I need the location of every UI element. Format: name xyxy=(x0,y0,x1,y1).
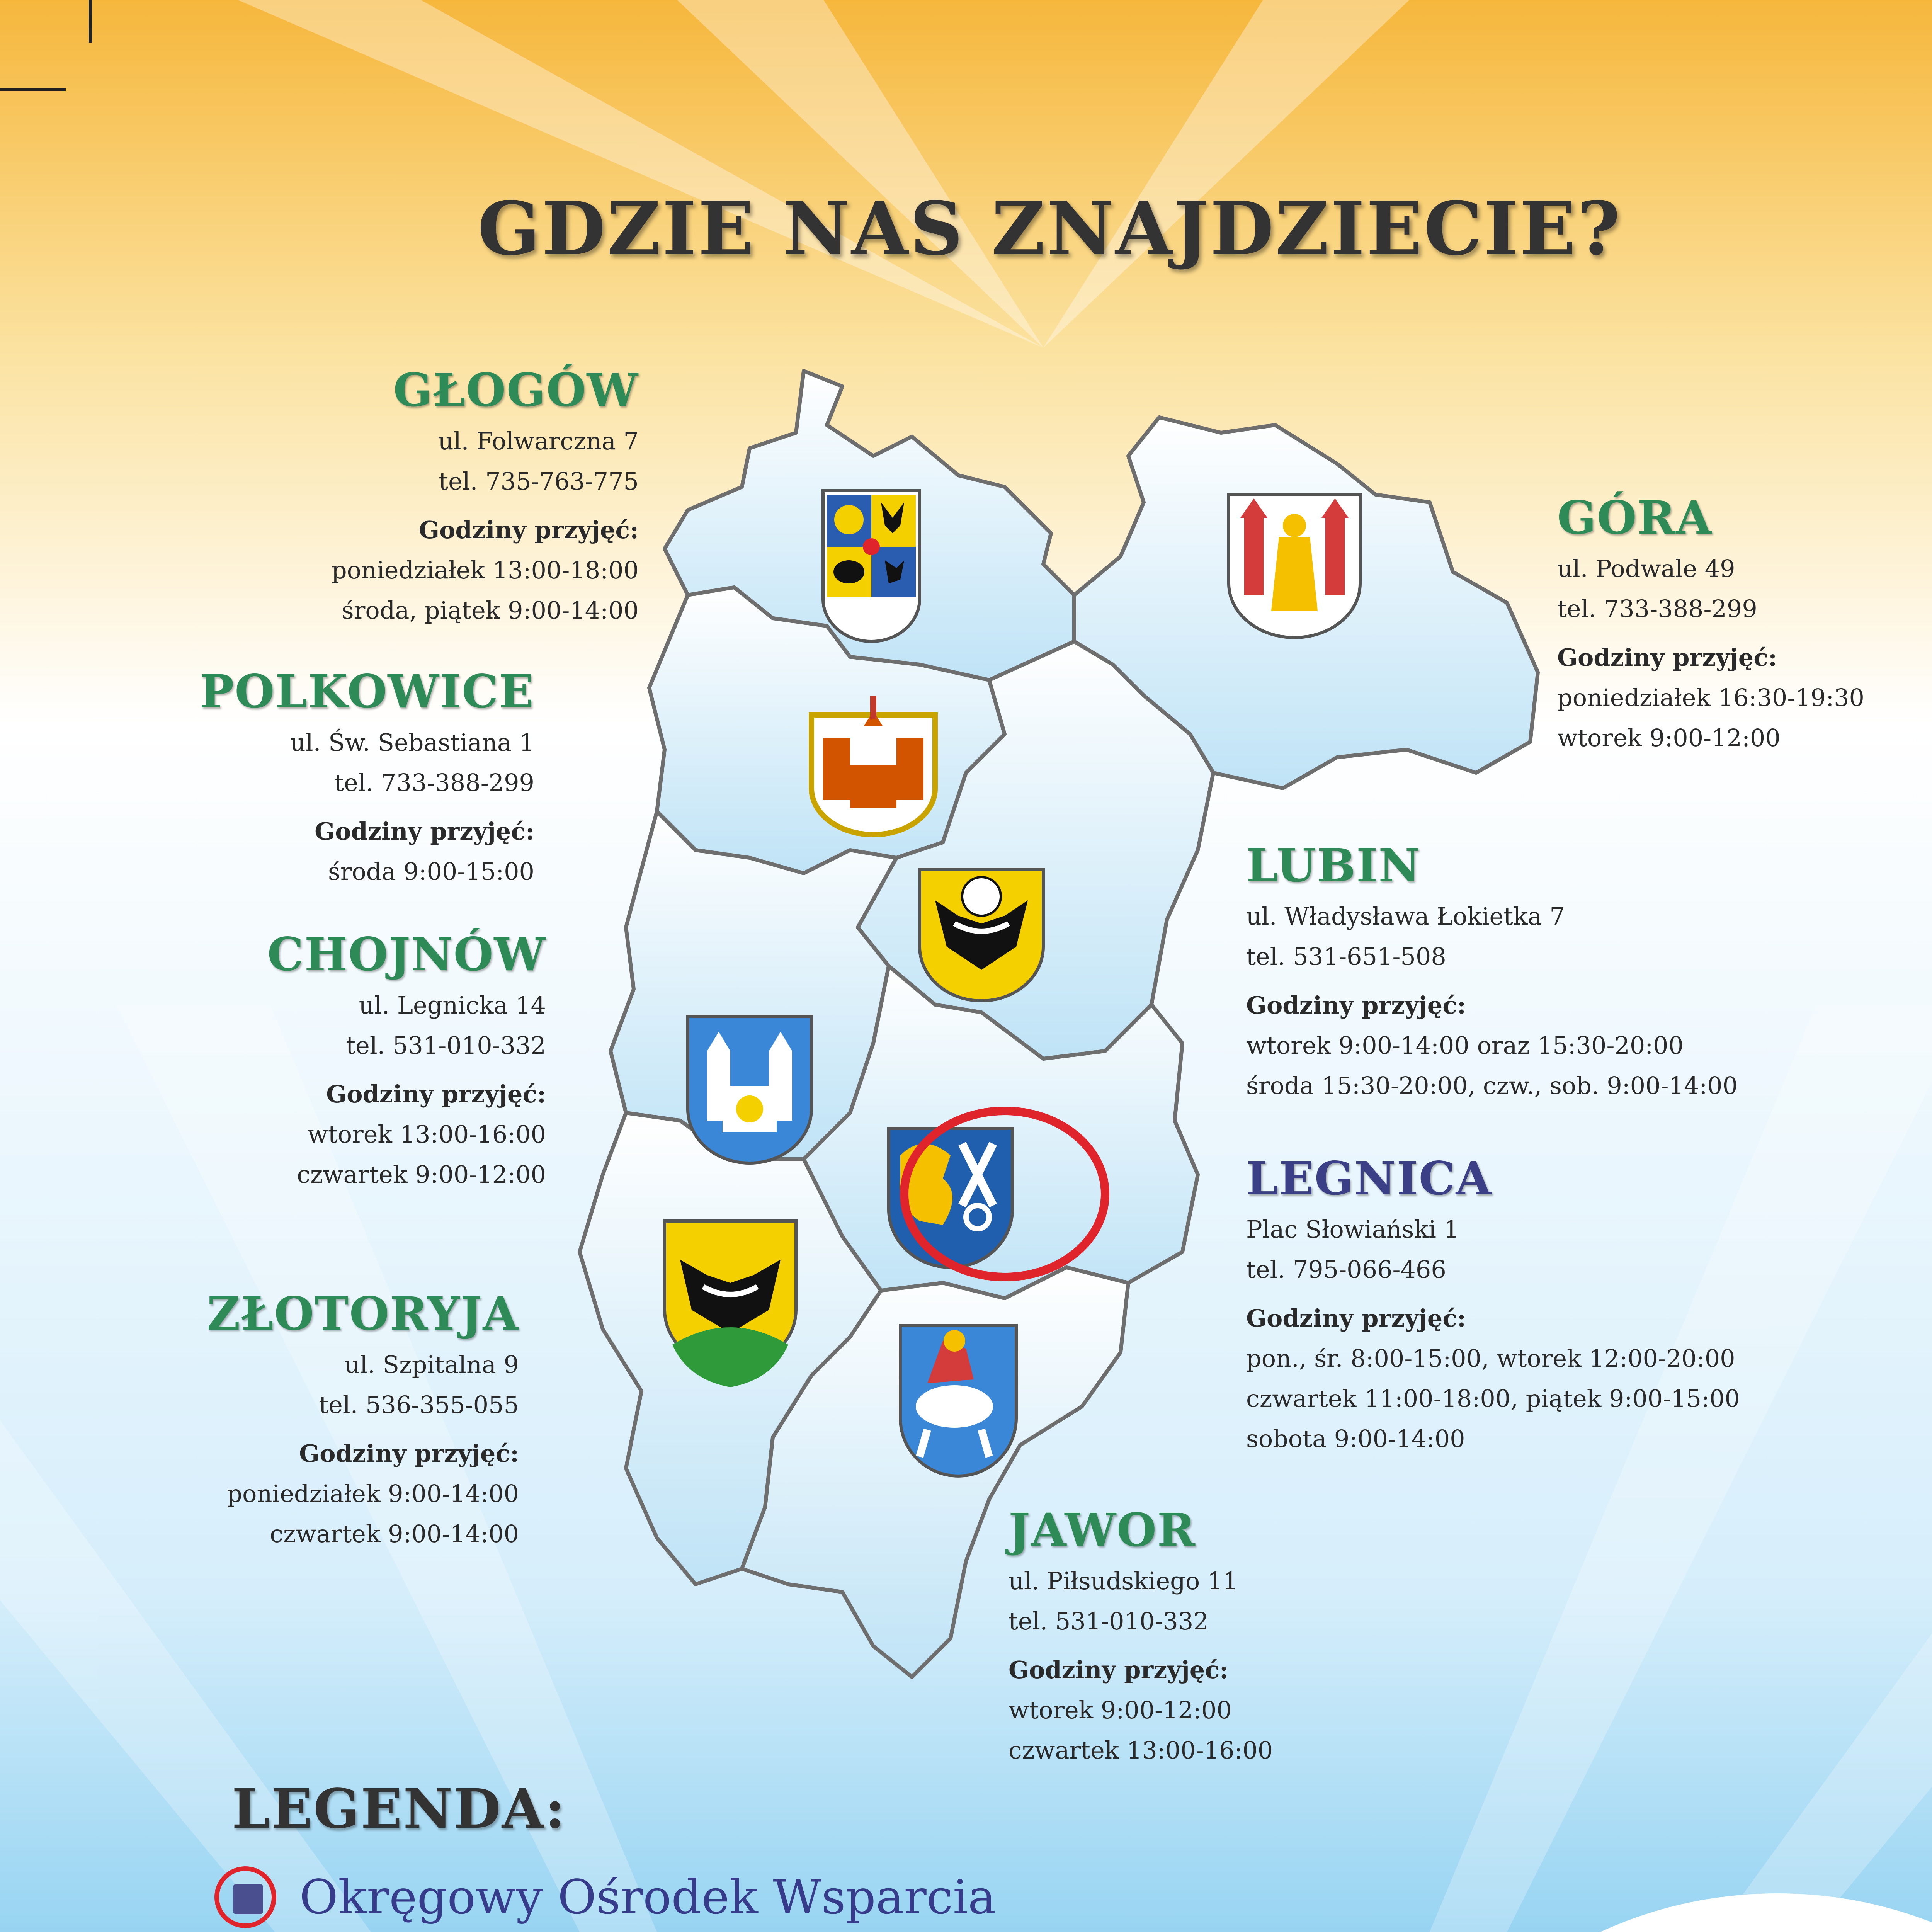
city-name: GŁOGÓW xyxy=(393,363,639,417)
jawor-coat-of-arms xyxy=(900,1325,1016,1476)
chojnow-coat-of-arms xyxy=(688,1016,811,1163)
phone: tel. 531-651-508 xyxy=(1246,942,1446,971)
hours-line: czwartek 9:00-14:00 xyxy=(270,1520,519,1548)
hours-line: czwartek 11:00-18:00, piątek 9:00-15:00 xyxy=(1246,1384,1740,1413)
city-name: LEGNICA xyxy=(1246,1151,1492,1205)
hours-line: wtorek 9:00-14:00 oraz 15:30-20:00 xyxy=(1246,1031,1684,1060)
hours-line: środa 15:30-20:00, czw., sob. 9:00-14:00 xyxy=(1246,1071,1738,1100)
city-zlotoryja xyxy=(207,1283,519,1554)
hours-line: czwartek 9:00-12:00 xyxy=(297,1160,546,1189)
address: ul. Legnicka 14 xyxy=(359,991,546,1019)
address: ul. Podwale 49 xyxy=(1557,554,1735,583)
phone: tel. 536-355-055 xyxy=(319,1391,519,1419)
city-name: POLKOWICE xyxy=(199,665,534,718)
address: ul. Szpitalna 9 xyxy=(344,1350,519,1379)
city-name: GÓRA xyxy=(1557,491,1713,544)
city-lubin xyxy=(1246,835,1738,1106)
polkowice-coat-of-arms xyxy=(811,696,935,835)
city-name: ZŁOTORYJA xyxy=(207,1287,519,1340)
zlotoryja-coat-of-arms xyxy=(665,1221,796,1387)
gora-coat-of-arms xyxy=(1229,495,1360,638)
main-office-circle-icon xyxy=(214,1866,276,1928)
city-name: CHOJNÓW xyxy=(267,927,546,981)
legend-main-line1: Okręgowy Ośrodek Wsparcia xyxy=(299,1870,996,1925)
hours-label: Godziny przyjęć: xyxy=(1246,991,1466,1019)
hours-line: poniedziałek 9:00-14:00 xyxy=(227,1480,519,1508)
city-gora xyxy=(1557,487,1864,758)
address: ul. Piłsudskiego 11 xyxy=(1009,1567,1238,1595)
hours-line: poniedziałek 16:30-19:30 xyxy=(1557,684,1864,712)
hours-label: Godziny przyjęć: xyxy=(326,1080,546,1108)
page-title: GDZIE NAS ZNAJDZIECIE? xyxy=(477,185,1622,272)
hours-line: wtorek 9:00-12:00 xyxy=(1557,724,1781,752)
hours-line: czwartek 13:00-16:00 xyxy=(1009,1736,1273,1764)
phone: tel. 795-066-466 xyxy=(1246,1255,1446,1284)
city-legnica xyxy=(1246,1148,1740,1459)
hours-line: wtorek 9:00-12:00 xyxy=(1009,1696,1232,1724)
hours-label: Godziny przyjęć: xyxy=(315,817,534,845)
city-jawor xyxy=(1009,1499,1273,1770)
hours-label: Godziny przyjęć: xyxy=(1246,1304,1466,1332)
address: ul. Św. Sebastiana 1 xyxy=(290,728,534,757)
glogow-coat-of-arms xyxy=(823,491,920,641)
city-polkowice xyxy=(200,661,534,892)
city-glogow xyxy=(332,359,639,631)
hours-label: Godziny przyjęć: xyxy=(1557,643,1777,672)
hours-line: pon., śr. 8:00-15:00, wtorek 12:00-20:00 xyxy=(1246,1344,1735,1372)
hours-line: środa 9:00-15:00 xyxy=(328,857,534,886)
city-chojnow xyxy=(267,923,546,1195)
phone: tel. 531-010-332 xyxy=(346,1031,546,1060)
hours-line: środa, piątek 9:00-14:00 xyxy=(341,596,639,624)
address: ul. Władysława Łokietka 7 xyxy=(1246,902,1565,930)
hours-line: poniedziałek 13:00-18:00 xyxy=(332,556,639,584)
city-name: LUBIN xyxy=(1246,838,1421,892)
phone: tel. 733-388-299 xyxy=(1557,595,1757,623)
address: ul. Folwarczna 7 xyxy=(438,427,639,455)
hours-line: wtorek 13:00-16:00 xyxy=(307,1120,546,1148)
legend-title: LEGENDA: xyxy=(232,1777,566,1841)
hours-label: Godziny przyjęć: xyxy=(299,1439,519,1468)
phone: tel. 531-010-332 xyxy=(1009,1607,1209,1635)
hours-label: Godziny przyjęć: xyxy=(1009,1656,1228,1684)
lubin-coat-of-arms xyxy=(920,869,1043,1001)
hours-line: sobota 9:00-14:00 xyxy=(1246,1425,1465,1453)
city-name: JAWOR xyxy=(1009,1503,1196,1557)
phone: tel. 733-388-299 xyxy=(334,769,534,797)
phone: tel. 735-763-775 xyxy=(439,467,639,495)
hours-label: Godziny przyjęć: xyxy=(419,516,639,544)
address: Plac Słowiański 1 xyxy=(1246,1215,1459,1243)
